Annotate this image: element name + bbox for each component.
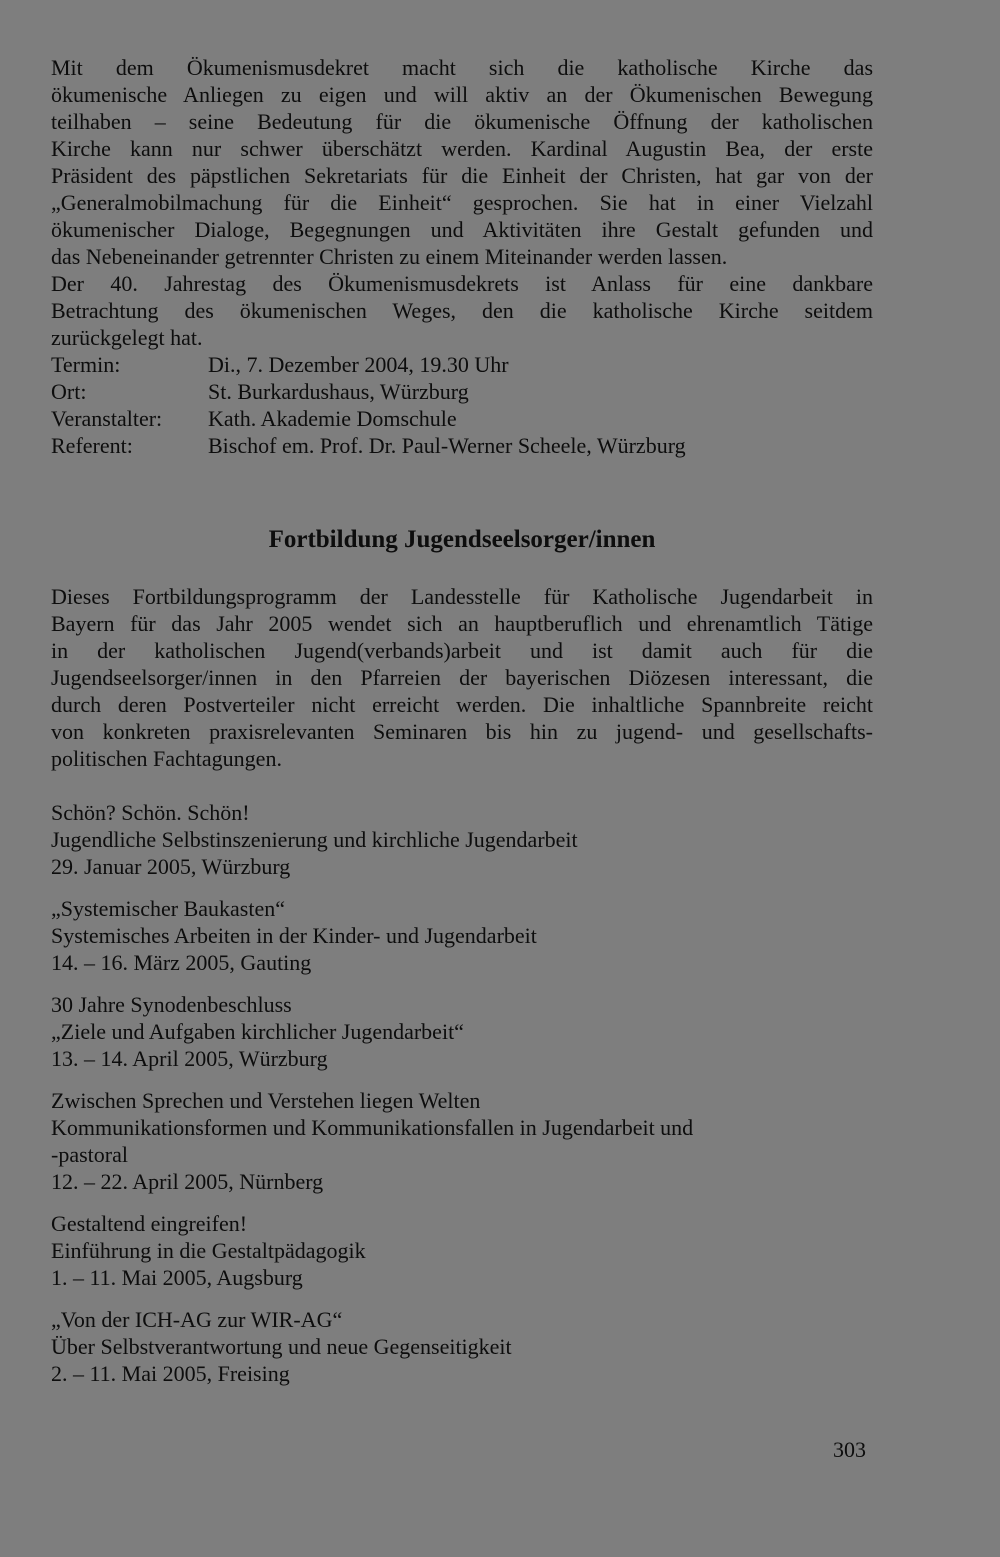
event-line: „Ziele und Aufgaben kirchlicher Jugendarbeit“ xyxy=(51,1019,464,1044)
section-heading: Fortbildung Jugendseelsorger/innen xyxy=(268,526,656,553)
intro-line: Jugendseelsorger/innen in den Pfarreien der bayerischen Diözesen interessant, die xyxy=(51,665,873,690)
detail-value: St. Burkardushaus, Würzburg xyxy=(208,379,469,404)
intro-line: Dieses Fortbildungsprogramm der Landesstelle für Katholische Jugendarbeit in xyxy=(51,584,873,609)
article1-paragraph2 xyxy=(51,270,873,351)
event-item xyxy=(51,799,873,880)
detail-row xyxy=(51,378,873,405)
event-line: Kommunikationsformen und Kommunikationsfallen in Jugendarbeit und xyxy=(51,1115,694,1140)
detail-row xyxy=(51,432,873,459)
paragraph-line: Präsident des päpstlichen Sekretariats für die Einheit der Christen, hat gar von der xyxy=(51,163,873,188)
event-line: „Von der ICH-AG zur WIR-AG“ xyxy=(51,1307,343,1332)
event-line: 2. – 11. Mai 2005, Freising xyxy=(51,1361,290,1386)
intro-line: von konkreten praxisrelevanten Seminaren bis hin zu jugend- und gesellschafts- xyxy=(51,719,873,744)
paragraph-line: ökumenische Anliegen zu eigen und will aktiv an der Ökumenischen Bewegung xyxy=(51,82,873,107)
event-line: Jugendliche Selbstinszenierung und kirchliche Jugendarbeit xyxy=(51,827,578,852)
article1-paragraph1 xyxy=(51,54,873,270)
detail-row xyxy=(51,351,873,378)
paragraph-line: Mit dem Ökumenismusdekret macht sich die katholische Kirche das xyxy=(51,55,873,80)
detail-value: Di., 7. Dezember 2004, 19.30 Uhr xyxy=(208,352,509,377)
detail-label: Referent: xyxy=(51,433,133,458)
event-item xyxy=(51,991,873,1072)
detail-value: Kath. Akademie Domschule xyxy=(208,406,457,431)
event-line: Über Selbstverantwortung und neue Gegenseitigkeit xyxy=(51,1334,512,1359)
event-item xyxy=(51,1210,873,1291)
intro-line: politischen Fachtagungen. xyxy=(51,746,282,771)
event-line: 30 Jahre Synodenbeschluss xyxy=(51,992,292,1017)
detail-label: Termin: xyxy=(51,352,121,377)
event-line: „Systemischer Baukasten“ xyxy=(51,896,285,921)
event-line: 13. – 14. April 2005, Würzburg xyxy=(51,1046,328,1071)
intro-line: durch deren Postverteiler nicht erreicht werden. Die inhaltliche Spannbreite reicht xyxy=(51,692,873,717)
event-line: Einführung in die Gestaltpädagogik xyxy=(51,1238,366,1263)
page-content xyxy=(51,54,873,1386)
detail-label: Veranstalter: xyxy=(51,406,163,431)
article2-intro xyxy=(51,583,873,772)
event-item xyxy=(51,1306,873,1387)
detail-value: Bischof em. Prof. Dr. Paul-Werner Scheele, Würzburg xyxy=(208,433,686,458)
page-number: 303 xyxy=(833,1437,866,1462)
event-line: 29. Januar 2005, Würzburg xyxy=(51,854,291,879)
event-line: Zwischen Sprechen und Verstehen liegen Welten xyxy=(51,1088,481,1113)
paragraph-line: Betrachtung des ökumenischen Weges, den die katholische Kirche seitdem xyxy=(51,298,873,323)
event-item xyxy=(51,895,873,976)
event-line: -pastoral xyxy=(51,1142,128,1167)
event-line: Systemisches Arbeiten in der Kinder- und Jugendarbeit xyxy=(51,923,537,948)
paragraph-line: „Generalmobilmachung für die Einheit“ gesprochen. Sie hat in einer Vielzahl xyxy=(51,190,873,215)
detail-label: Ort: xyxy=(51,379,87,404)
intro-line: Bayern für das Jahr 2005 wendet sich an hauptberuflich und ehrenamtlich Tätige xyxy=(51,611,873,636)
event-item xyxy=(51,1087,873,1195)
paragraph-line: Der 40. Jahrestag des Ökumenismusdekrets ist Anlass für eine dankbare xyxy=(51,271,873,296)
paragraph-line: teilhaben – seine Bedeutung für die ökumenische Öffnung der katholischen xyxy=(51,109,873,134)
event-line: 1. – 11. Mai 2005, Augsburg xyxy=(51,1265,303,1290)
event-list xyxy=(51,799,873,1402)
paragraph-line: ökumenischer Dialoge, Begegnungen und Aktivitäten ihre Gestalt gefunden und xyxy=(51,217,873,242)
event-line: 14. – 16. März 2005, Gauting xyxy=(51,950,312,975)
event-line: Schön? Schön. Schön! xyxy=(51,800,250,825)
paragraph-line: Kirche kann nur schwer überschätzt werden. Kardinal Augustin Bea, der erste xyxy=(51,136,873,161)
event-line: Gestaltend eingreifen! xyxy=(51,1211,248,1236)
intro-line: in der katholischen Jugend(verbands)arbeit und ist damit auch für die xyxy=(51,638,873,663)
paragraph-line: zurückgelegt hat. xyxy=(51,325,203,350)
event-line: 12. – 22. April 2005, Nürnberg xyxy=(51,1169,324,1194)
event-details xyxy=(51,351,873,459)
paragraph-line: das Nebeneinander getrennter Christen zu einem Miteinander werden lassen. xyxy=(51,244,728,269)
detail-row xyxy=(51,405,873,432)
